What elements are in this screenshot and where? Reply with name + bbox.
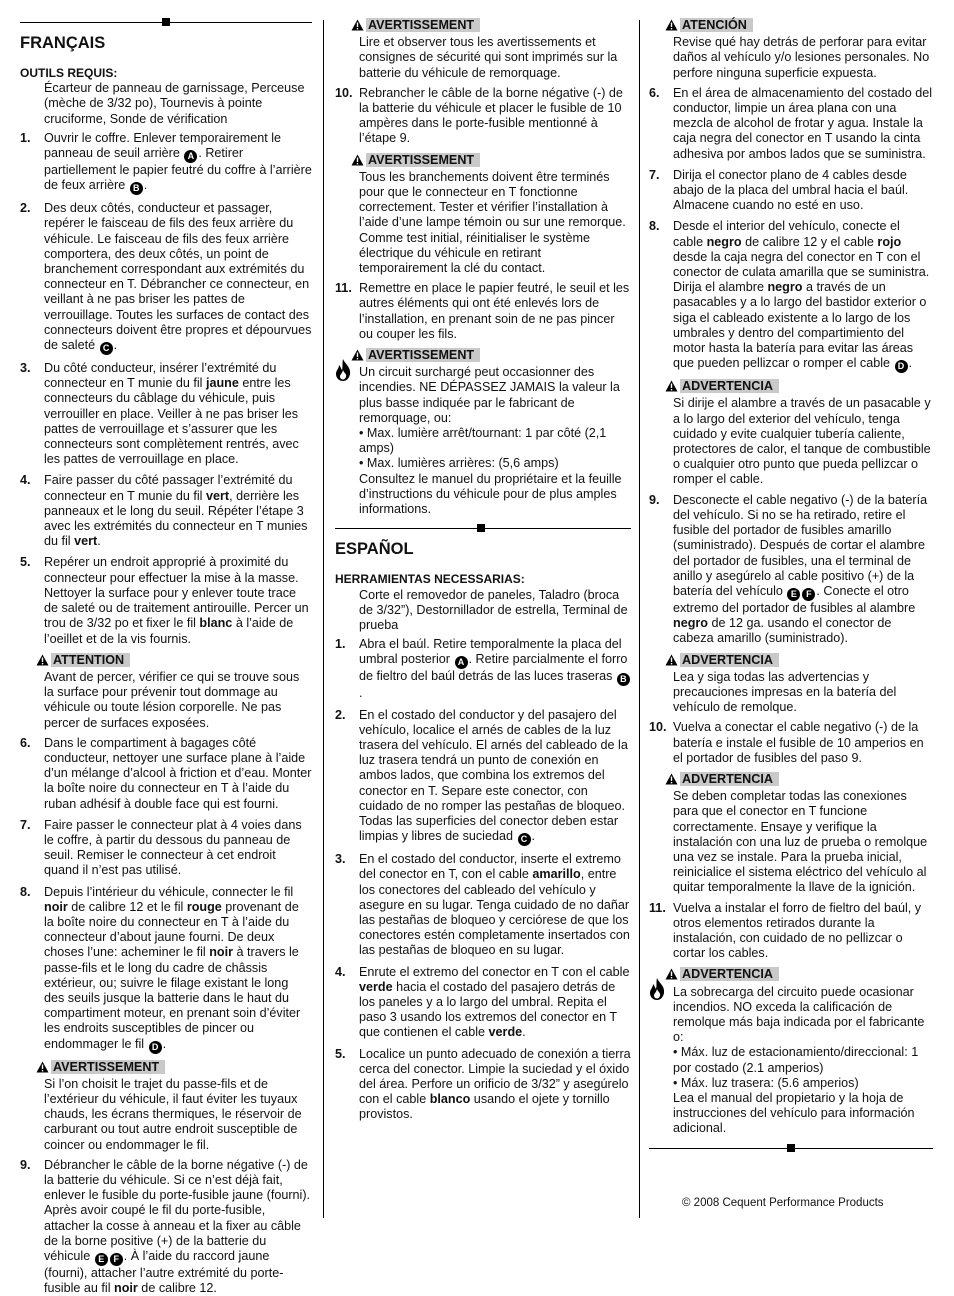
es-step-9: 9. Desconecte el cable negativo (-) de la batería del vehículo. Si no se ha retirado, retire el fusible del portador de fusibles amarillo (suministrado). Después de cortar el alambre del portador de fusibles, una el terminal de anillo y asegúrelo al cable positivo (+) de la batería del vehículo E F . Conecte el otro extremo del portador de fusibles al alambre negro de 12 ga. usando el conector de cabeza amarillo (suministrado).: [649, 492, 928, 646]
es-step-7: 7. Dirija el conector plano de 4 cables desde abajo de la placa del umbral hacia el baúl. Almacene cuando no esté en uso.: [649, 167, 909, 213]
es-warning-3: ADVERTENCIA Lea y siga todas las advertencias y precauciones impresas en la batería del vehículo de remolque.: [673, 653, 933, 716]
fr-warning-2: AVERTISSEMENT Si l’on choisit le trajet du passe-fils et de l’extérieur du véhicule, il faut éviter les tuyaux chauds, les écrans thermiques, le réservoir de carburant ou tout autre endroit susceptible de coincer ou endommager le fil.: [44, 1060, 312, 1153]
warning-triangle-icon: [351, 154, 364, 166]
fr-step-10: 10. Rebrancher le câble de la borne négative (-) de la batterie du véhicule et placer le fusible de 10 ampères dans le porte-fusible mentionné à l’étape 9.: [335, 85, 623, 146]
fr-step-8: 8. Depuis l’intérieur du véhicule, connecter le fil noir de calibre 12 et le fil rouge provenant de la boîte noire du connecteur en T à l’aide du connecteur d’about jaune fourni. De deux choses l’une: acheminer le fil noir à travers le passe-fils et le long du cadre de châssis extérieur, ou; suivre le filage existant le long des seuils jusque la batterie dans le haut du compartiment moteur, en prenant soin d’éviter les endroits susceptibles de pincer ou endommager le fil D .: [20, 884, 301, 1052]
fire-hazard-icon: [647, 977, 667, 1001]
column-1: [20, 14, 312, 1296]
fr-step-7: 7. Faire passer le connecteur plat à 4 voies dans le coffre, à partir du dessous du panneau de seuil. Remiser le connecteur à cet endroit quand il n’est pas utilisé.: [20, 817, 302, 878]
warning-triangle-icon: [665, 19, 678, 31]
es-warning-4: ADVERTENCIA Se deben completar todas las conexiones para que el conector en T funcione correctamente. Ensaye y verifique la instalación con una luz de prueba o remolque una vez se instale. Para la prueba inicial, reinicialice el sistema eléctrico del vehículo al quitar temporalmente la llave de la ignición.: [673, 772, 933, 896]
fr-step-3: 3. Du côté conducteur, insérer l’extrémité du connecteur en T munie du fil jaune entre les connecteurs du câblage du véhicule, puis verrouiller en place. Veiller à ne pas briser les pattes de verrouillage et s’assurer que les connecteurs sont complètement rentrés, avec les pattes de verrouillage en place.: [20, 361, 299, 467]
es-step-10: 10. Vuelva a conectar el cable negativo (-) de la batería e instale el fusible de 10 amperios en el portador de fusibles del paso 9.: [649, 720, 924, 765]
column-divider-right: [639, 20, 640, 1218]
section-rule: [649, 1142, 933, 1154]
es-step-1: 1. Abra el baúl. Retire temporalmente la placa del umbral posterior A . Retire parcialmente el forro de fieltro del baúl detrás de las luces traseras B.: [335, 637, 631, 701]
column-2: [335, 18, 631, 1129]
tools-header: OUTILS REQUIS:: [20, 66, 118, 80]
fr-warning-4: AVERTISSEMENT Tous les branchements doivent être terminés pour que le connecteur en T fonctionne correctement. Tester et vérifier l’installation à l’aide d’une lampe témoin ou sur une remorque. Comme test initial, réinitialiser le système électrique du véhicule en retirant temporairement la clé du contact.: [359, 153, 631, 277]
column-divider-left: [323, 20, 324, 1218]
es-step-3: 3. En el costado del conductor, inserte el extremo del conector en T, con el cable amarillo, entre los conectores del cableado del vehículo y asegure en su lugar. Tenga cuidado de no dañar las pestañas de bloqueo y cerciórese de que los conectores estén completamente insertados con las pestañas de bloqueo en su lugar.: [335, 852, 630, 958]
tools-header: HERRAMIENTAS NECESSARIAS:: [335, 572, 525, 587]
fr-warning-5: AVERTISSEMENT Un circuit surchargé peut occasionner des incendies. NE DÉPASSEZ JAMAIS la valeur la plus basse indiquée par le fabricant de remorquage, ou: • Max. lumière arrêt/tournant: 1 par côté (2,1 amps) • Max. lumières arrières: (5,6 amps) Consultez le manuel du propriétaire et la feuille d’instructions du véhicule pour de plus amples informations.: [359, 348, 631, 517]
es-step-8: 8. Desde el interior del vehículo, conecte el cable negro de calibre 12 y el cable rojo desde la caja negra del conector en T con el conector de culata amarilla que se suministra. Dirija el alambre negro a través de un pasacables y a lo largo del bastidor exterior o siga el cableado existente a lo largo de los umbrales y dentro del compartimiento del motor hasta la batería para evitar las áreas que pueden pellizcar o romper el cable D .: [649, 219, 930, 372]
es-step-11: 11. Vuelva a instalar el forro de fieltro del baúl, y otros elementos retirados durante la instalación, con cuidado de no pellizcar o cortar los cables.: [649, 900, 922, 961]
es-step-4: 4. Enrute el extremo del conector en T con el cable verde hacia el costado del pasajero detrás de los paneles y a lo largo del umbral. Repita el paso 3 usando los extremos del conector en T que contienen el cable verde.: [335, 964, 630, 1040]
french-heading: FRANÇAIS: [20, 34, 106, 52]
fr-step-2: 2. Des deux côtés, conducteur et passager, repérer le faisceau de fils des feux arrière du véhicule. Le faisceau de fils des feux arrière comportera, des deux côtés, un point de branchement correspondant aux extrémités du connecteur en T. Débrancher ce connecteur, en veillant à ne pas briser les pattes de verrouillage. Toutes les surfaces de contact des connecteurs doivent être propres et dépourvues de saleté C .: [20, 201, 312, 354]
es-warning-2: ADVERTENCIA Si dirije el alambre a través de un pasacable y a lo largo del exterior del vehículo, tenga cuidado y evite cualquier tubería caliente, protectores de calor, el tanque de combustible o cualquier otro punto que pueda pellizcar o romper el cable.: [673, 379, 933, 487]
column-3: [649, 18, 933, 1160]
warning-triangle-icon: [36, 1061, 49, 1073]
fr-step-6: 6. Dans le compartiment à bagages côté conducteur, nettoyer une surface plane à l’aide d’un mélange d’alcool à friction et d’eau. Monter la boîte noire du connecteur en T à l’aide du ruban adhésif à double face qui est fourni.: [20, 735, 312, 811]
section-rule: [335, 522, 631, 534]
tools-text: Corte el removedor de paneles, Taladro (broca de 3/32”), Destornillador de estrella, Terminal de prueba: [359, 587, 628, 632]
fr-attention-1: ATTENTION Avant de percer, vérifier ce qui se trouve sous la surface pour prévenir tout dommage au véhicule ou toute lésion corporelle. Ne pas percer de surfaces exposées.: [44, 653, 312, 731]
fr-step-9: 9. Débrancher le câble de la borne négative (-) de la batterie du véhicule. Si ce n’est déjà fait, enlever le fusible du porte-fusible jaune (fourni). Après avoir coupé le fil du porte-fusible, attacher la cosse à anneau et la fixer au câble de la borne positive (+) de la batterie du véhicule E F . À l’aide du raccord jaune (fourni), attacher l’autre extrémité du porte-fusible au fil noir de calibre 12.: [20, 1157, 311, 1296]
fr-step-4: 4. Faire passer du côté passager l’extrémité du connecteur en T munie du fil vert, derrière les panneaux et le long du seuil. Répéter l’étape 3 avec les extrémités du connecteur en T munies du fil vert.: [20, 473, 308, 549]
fr-step-1: 1. Ouvrir le coffre. Enlever temporairement le panneau de seuil arrière A . Retirer partiellement le papier feutré du coffre à l’arrière de feux arrière B .: [20, 130, 312, 194]
warning-triangle-icon: [351, 19, 364, 31]
es-attention-1: ATENCIÓN Revise qué hay detrás de perforar para evitar daños al vehículo y/o lesiones personales. No perfore ninguna superficie expuesta.: [673, 18, 933, 81]
copyright-notice: © 2008 Cequent Performance Products: [682, 1197, 884, 1209]
es-step-6: 6. En el área de almacenamiento del costado del conductor, limpie un área plana con una mezcla de alcohol de frotar y agua. Instale la caja negra del conector en T usando la cinta adhesiva por ambos lados que se suministra.: [649, 85, 933, 161]
fr-step-11: 11. Remettre en place le papier feutré, le seuil et les autres éléments qui ont été enlevés lors de l’installation, en prenant soin de ne pas pincer ou couper les fils.: [335, 281, 630, 341]
warning-triangle-icon: [36, 654, 49, 666]
fire-hazard-icon: [333, 358, 353, 382]
fr-step-5: 5. Repérer un endroit approprié à proximité du connecteur pour effectuer la mise à la masse. Nettoyer la surface pour y enlever toute trace de saleté ou de traitement antirouille. Percer un trou de 3/32 po et fixer le fil blanc à l’aide de l’oeillet et de la vis fournis.: [20, 555, 309, 646]
warning-triangle-icon: [665, 654, 678, 666]
es-warning-5: ADVERTENCIA La sobrecarga del circuito puede ocasionar incendios. NO exceda la calificación de remolque más baja indicada por el fabricante o: • Máx. luz de estacionamiento/direccional: 1 por costado (2.1 amperios) • Máx. luz trasera: (5.6 amperios) Lea el manual del propietario y la hoja de instrucciones del vehículo para información adicional.: [673, 967, 933, 1136]
warning-triangle-icon: [665, 380, 678, 392]
spanish-heading: ESPAÑOL: [335, 540, 414, 559]
section-rule: [20, 16, 312, 28]
es-step-5: 5. Localice un punto adecuado de conexión a tierra cerca del conector. Limpie la suciedad y el óxido del área. Perfore un orificio de 3/32” y asegúrelo con el cable blanco usando el ojete y tornillo provistos.: [335, 1046, 631, 1122]
fr-warning-3: AVERTISSEMENT Lire et observer tous les avertissements et consignes de sécurité qui sont imprimés sur la batterie du véhicule de remorquage.: [359, 18, 631, 81]
warning-triangle-icon: [665, 773, 678, 785]
tools-text: Écarteur de panneau de garnissage, Perceuse (mèche de 3/32 po), Tournevis à pointe cruciforme, Sonde de vérification: [44, 81, 305, 126]
es-step-2: 2. En el costado del conductor y del pasajero del vehículo, localice el arnés de cables de la luz trasera del vehículo. El arnés del cableado de la luz trasera tendrá un punto de conexión en ambos lados, que combina los extremos del conector en T. Separe este conector, con cuidado de no romper las pestañas de bloqueo. Todas las superficies del conector deben estar limpias y libres de suciedad C .: [335, 707, 628, 845]
